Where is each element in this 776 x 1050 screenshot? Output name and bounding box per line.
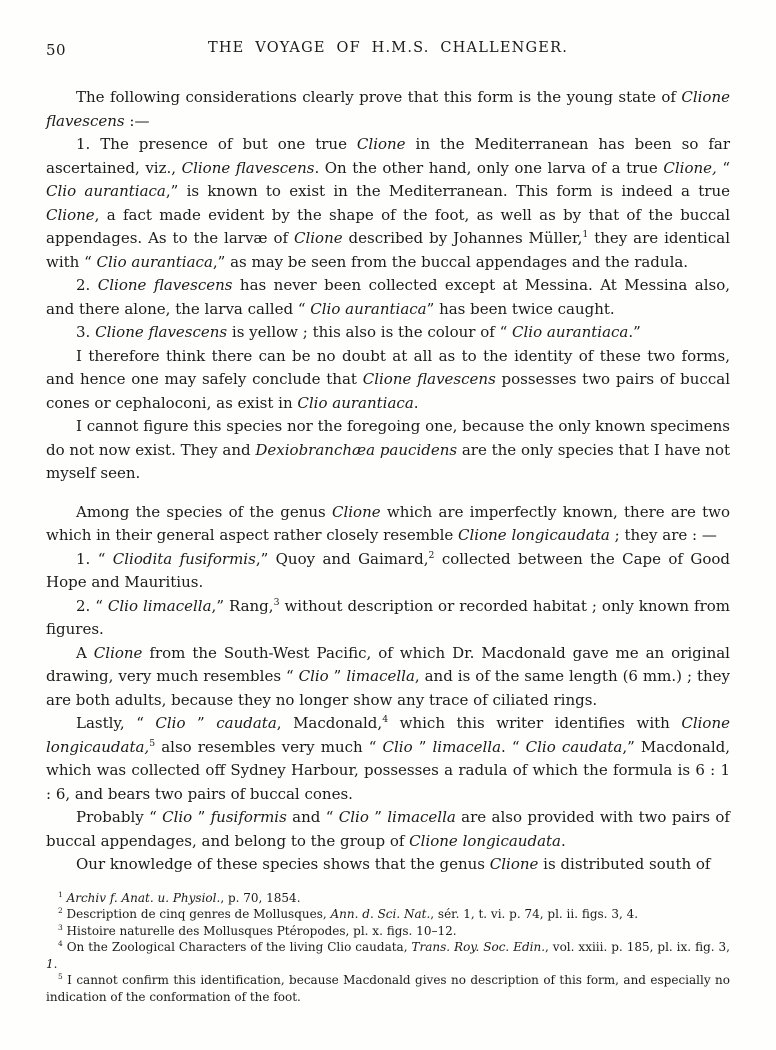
text-segment: 3. [76,323,96,341]
text-segment: is distributed south of [538,855,711,873]
text-segment: Clio [298,667,329,685]
text-segment: ,” as may be seen from the buccal appendages and the radula. [212,252,689,271]
footnote-marker: 4 [382,714,389,725]
text-segment: Histoire naturelle des Mollusques Ptéropodes, pl. x. figs. 10–12. [62,923,457,938]
text-segment: Our knowledge of these species shows that the genus [76,855,490,873]
text-segment: . “ [501,737,526,756]
text-segment: , p. 70, 1854. [220,890,301,905]
text-segment: in the Mediterranean has been so far ascertained, viz., [46,135,730,177]
text-segment: .” [628,323,641,341]
text-segment: ,” Rang, [211,596,274,615]
text-segment: Clione [331,502,381,521]
text-segment: 1. The presence of but one true [76,135,357,153]
text-segment: 1. “ [76,549,113,568]
text-segment: Clio aurantiaca [310,299,427,318]
text-segment: A [76,643,94,662]
text-segment: and “ [286,808,339,826]
text-segment: Clio [155,714,186,732]
text-segment: Clione [489,855,539,873]
text-segment: caudata [216,714,277,732]
running-title: THE VOYAGE OF H.M.S. CHALLENGER. [207,40,569,56]
text-segment: is yellow ; this also is the colour of “ [227,323,513,341]
text-segment: Trans. Roy. Soc. Edin. [411,940,546,954]
paragraph [46,274,730,321]
text-segment: Lastly, “ [76,714,156,732]
text-segment: Ann. d. Sci. Nat. [330,907,431,921]
text-segment: I cannot confirm this identification, because Macdonald gives no description of this form, and especially no indication of the conformation of the foot. [46,973,730,1004]
page-header [46,40,730,60]
text-segment: also resembles very much “ [155,737,383,756]
text-segment: Clione [93,643,143,662]
text-segment: has never been collected except at Messina. At Messina also, and there alone, the larva called “ [46,276,730,318]
text-segment: I cannot figure this species nor the foregoing one, because the only known specimens do not now exist. They and [46,417,730,459]
text-segment: which this writer identifies with [388,714,682,732]
footnote-marker: 1 [58,889,63,899]
text-segment: Clio limacella [107,596,212,615]
footnote-marker: 3 [273,596,280,608]
text-segment: which are imperfectly known, there are two which in their general aspect rather closely resemble [46,502,730,544]
footnote [46,923,730,940]
text-segment: from the South-West Pacific, of which Dr. Macdonald gave me an original drawing, very much resembles “ [46,643,730,685]
text-segment: :— [124,111,150,130]
text-segment: Clione longicaudata [46,714,730,756]
text-segment: Clione flavescens [181,158,315,177]
text-segment: Clione [293,229,343,247]
text-segment: , [144,737,150,756]
footnotes [46,890,730,1006]
text-segment: ” [368,808,388,826]
paragraph [46,806,730,853]
text-segment: , a fact made evident by the shape of the foot, as well as by that of the buccal appendages. As to the larvæ of [46,205,730,247]
text-segment: are the only species that I have not myself seen. [46,440,730,482]
text-segment: ; they are : — [609,526,717,544]
text-segment: Probably “ [76,808,163,826]
text-segment: Clio aurantiaca [96,252,213,271]
footnote [46,906,730,923]
footnote-marker: 2 [428,549,435,561]
text-segment: Clio aurantiaca [46,182,166,200]
text-segment: Clio [338,808,369,826]
text-segment: ” has been twice caught. [426,299,615,318]
text-segment: . [53,956,58,971]
text-segment: Clio [162,808,193,826]
footnote [46,972,730,1005]
text-segment: they are identical with “ [46,229,730,271]
text-segment: are also provided with two pairs of buccal appendages, and belong to the group of [46,808,730,850]
footnote-marker: 3 [58,922,63,932]
text-segment: possesses two pairs of buccal cones or cephaloconi, as exist in [46,370,730,412]
footnote [46,890,730,907]
text-segment: 1 [46,956,54,971]
paragraph [46,853,730,877]
text-segment: described by Johannes Müller, [342,229,583,247]
footnote-marker: 4 [58,939,63,948]
text-segment: Clione flavescens [362,370,496,388]
footnote-marker: 2 [58,906,63,915]
text-segment: 2. “ [76,596,108,615]
text-segment: ,” is known to exist in the Mediterranean. This form is indeed a true [165,182,730,200]
text-segment: Clione longicaudata [458,526,610,544]
text-segment: Clio aurantiaca [297,393,414,412]
text-segment: “ [716,158,731,177]
paragraph [46,345,730,416]
text-segment: Clione flavescens [97,276,233,294]
text-segment: fusiformis [210,808,287,826]
text-segment: Among the species of the genus [76,502,332,521]
text-segment: collected between the Cape of Good Hope and Mauritius. [46,549,731,591]
text-segment: Clio [382,737,413,756]
text-segment: . [561,831,566,850]
text-segment: limacella [387,808,456,826]
text-segment: ,” Macdonald, which was collected off Sydney Harbour, possesses a radula of which the formula is 6 : 1 : 6, and bears two pairs of buccal cones. [46,737,730,803]
text-segment: Clio aurantiaca [512,323,629,341]
paragraph [46,415,730,486]
paragraph [46,712,730,806]
text-segment: Clione, [663,158,717,177]
text-segment: Archiv f. Anat. u. Physiol. [66,890,221,905]
paragraph [46,548,730,595]
text-segment: , and is of the same length (6 mm.) ; they are both adults, because they no longer show any trace of ciliated rings. [46,667,730,709]
paragraph [46,501,730,548]
text-segment: , vol. xxiii. p. 185, pl. ix. fig. 3, [545,940,730,954]
text-segment: Dexiobranchæa paucidens [255,440,458,459]
text-segment: Clione [46,205,95,224]
text-segment: ” [185,714,217,732]
footnote-marker: 5 [58,972,63,981]
text-segment: Clione flavescens [95,323,228,341]
text-segment: Clione longicaudata [409,831,561,850]
text-segment: On the Zoological Characters of the living Clio caudata, [62,940,412,954]
text-segment: ” [412,737,433,756]
body-text [46,86,730,877]
text-segment: . On the other hand, only one larva of a true [314,158,664,177]
text-segment: Description de cinq genres de Mollusques, [62,907,331,921]
text-segment: ” [328,667,347,685]
text-segment: Clio caudata [525,737,623,756]
text-segment: , sér. 1, t. vi. p. 74, pl. ii. figs. 3, 4. [430,907,639,921]
text-segment: The following considerations clearly prove that this form is the young state of [76,88,682,106]
paragraph [46,642,730,713]
paragraph [46,86,730,133]
text-segment: limacella [432,737,502,756]
text-segment: ,” Quoy and Gaimard, [255,549,429,568]
paragraph [46,595,730,642]
paragraph [46,133,730,274]
paragraph [46,321,730,345]
text-segment: Clione flavescens [46,88,730,130]
text-segment: . [413,393,419,412]
footnote-marker: 1 [582,229,589,240]
footnote [46,939,730,972]
footnote-marker: 5 [149,737,156,749]
text-segment: Clione [356,135,406,153]
text-segment: without description or recorded habitat ; only known from figures. [46,596,730,638]
page-number: 50 [46,41,67,59]
text-segment: Cliodita fusiformis [112,549,256,568]
text-segment: ” [192,808,211,826]
text-segment: I therefore think there can be no doubt at all as to the identity of these two forms, and hence one may safely conclude that [46,346,730,388]
text-segment: 2. [76,276,98,294]
text-segment: limacella [346,667,415,685]
text-segment: , Macdonald, [276,714,383,732]
